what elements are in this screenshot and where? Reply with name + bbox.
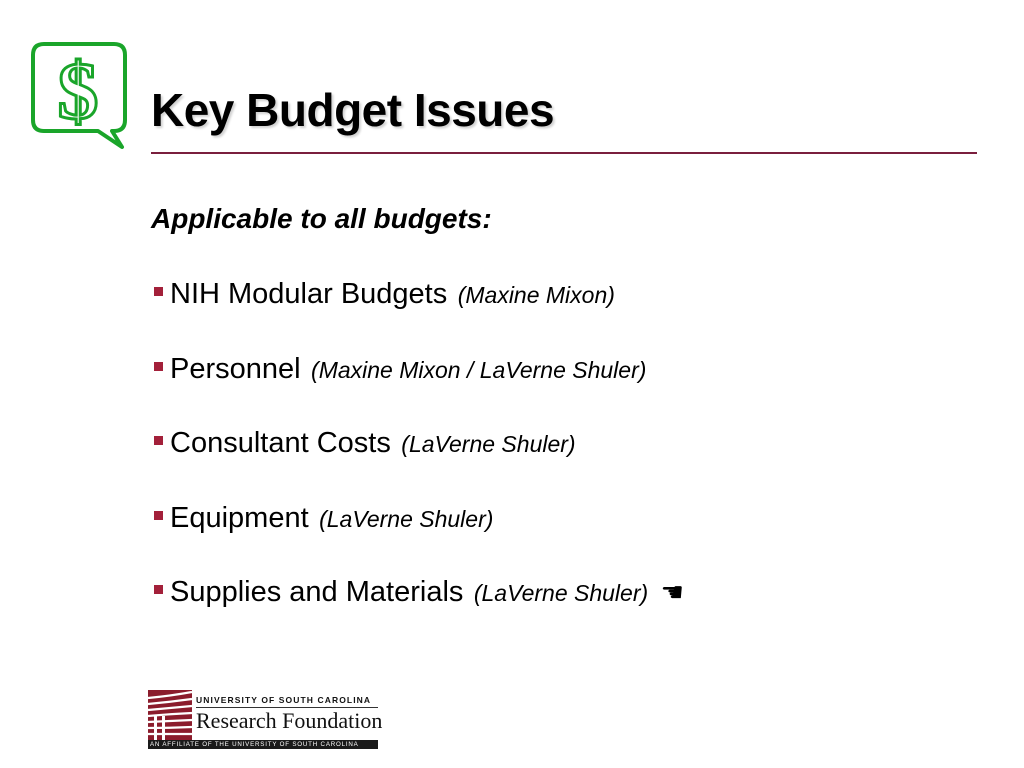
footer-university-name: UNIVERSITY OF SOUTH CAROLINA: [196, 695, 372, 705]
bullet-owner: (LaVerne Shuler): [319, 505, 494, 532]
footer-organization-name: Research Foundation: [196, 708, 383, 733]
research-foundation-logo: [148, 690, 383, 752]
dollar-speech-bubble-icon: [30, 40, 130, 152]
square-bullet-icon: [154, 362, 163, 371]
square-bullet-icon: [154, 287, 163, 296]
square-bullet-icon: [154, 511, 163, 520]
bullet-owner: (Maxine Mixon / LaVerne Shuler): [311, 356, 647, 383]
bullet-item-supplies-and-materials: [151, 573, 684, 648]
bullet-item-personnel: [151, 350, 684, 425]
bullet-text: NIH Modular Budgets: [170, 278, 448, 310]
square-bullet-icon: [154, 585, 163, 594]
bullet-item-nih-modular-budgets: [151, 275, 684, 350]
bullet-text: Supplies and Materials: [170, 576, 464, 608]
pointing-hand-icon[interactable]: ☚: [660, 577, 684, 607]
bullet-item-consultant-costs: [151, 424, 684, 499]
bullet-owner: (LaVerne Shuler): [401, 431, 576, 457]
footer-affiliate-band: [148, 740, 378, 749]
square-bullet-icon: [154, 436, 163, 445]
bullet-list: [151, 275, 684, 648]
subheading: Applicable to all budgets:: [151, 203, 492, 234]
bullet-text: Equipment: [170, 501, 309, 534]
building-columns-icon: [148, 690, 192, 742]
footer-affiliate-text: AN AFFILIATE OF THE UNIVERSITY OF SOUTH CAROLINA: [150, 741, 359, 748]
bullet-owner: (Maxine Mixon): [457, 282, 615, 308]
title-divider: [151, 152, 977, 154]
bullet-text: Consultant Costs: [170, 427, 391, 459]
bullet-item-equipment: [151, 499, 684, 574]
dollar-symbol: $: [57, 45, 99, 136]
page-title: Key Budget Issues: [151, 84, 555, 136]
bullet-text: Personnel: [170, 352, 301, 385]
bullet-owner: (LaVerne Shuler): [473, 580, 649, 606]
